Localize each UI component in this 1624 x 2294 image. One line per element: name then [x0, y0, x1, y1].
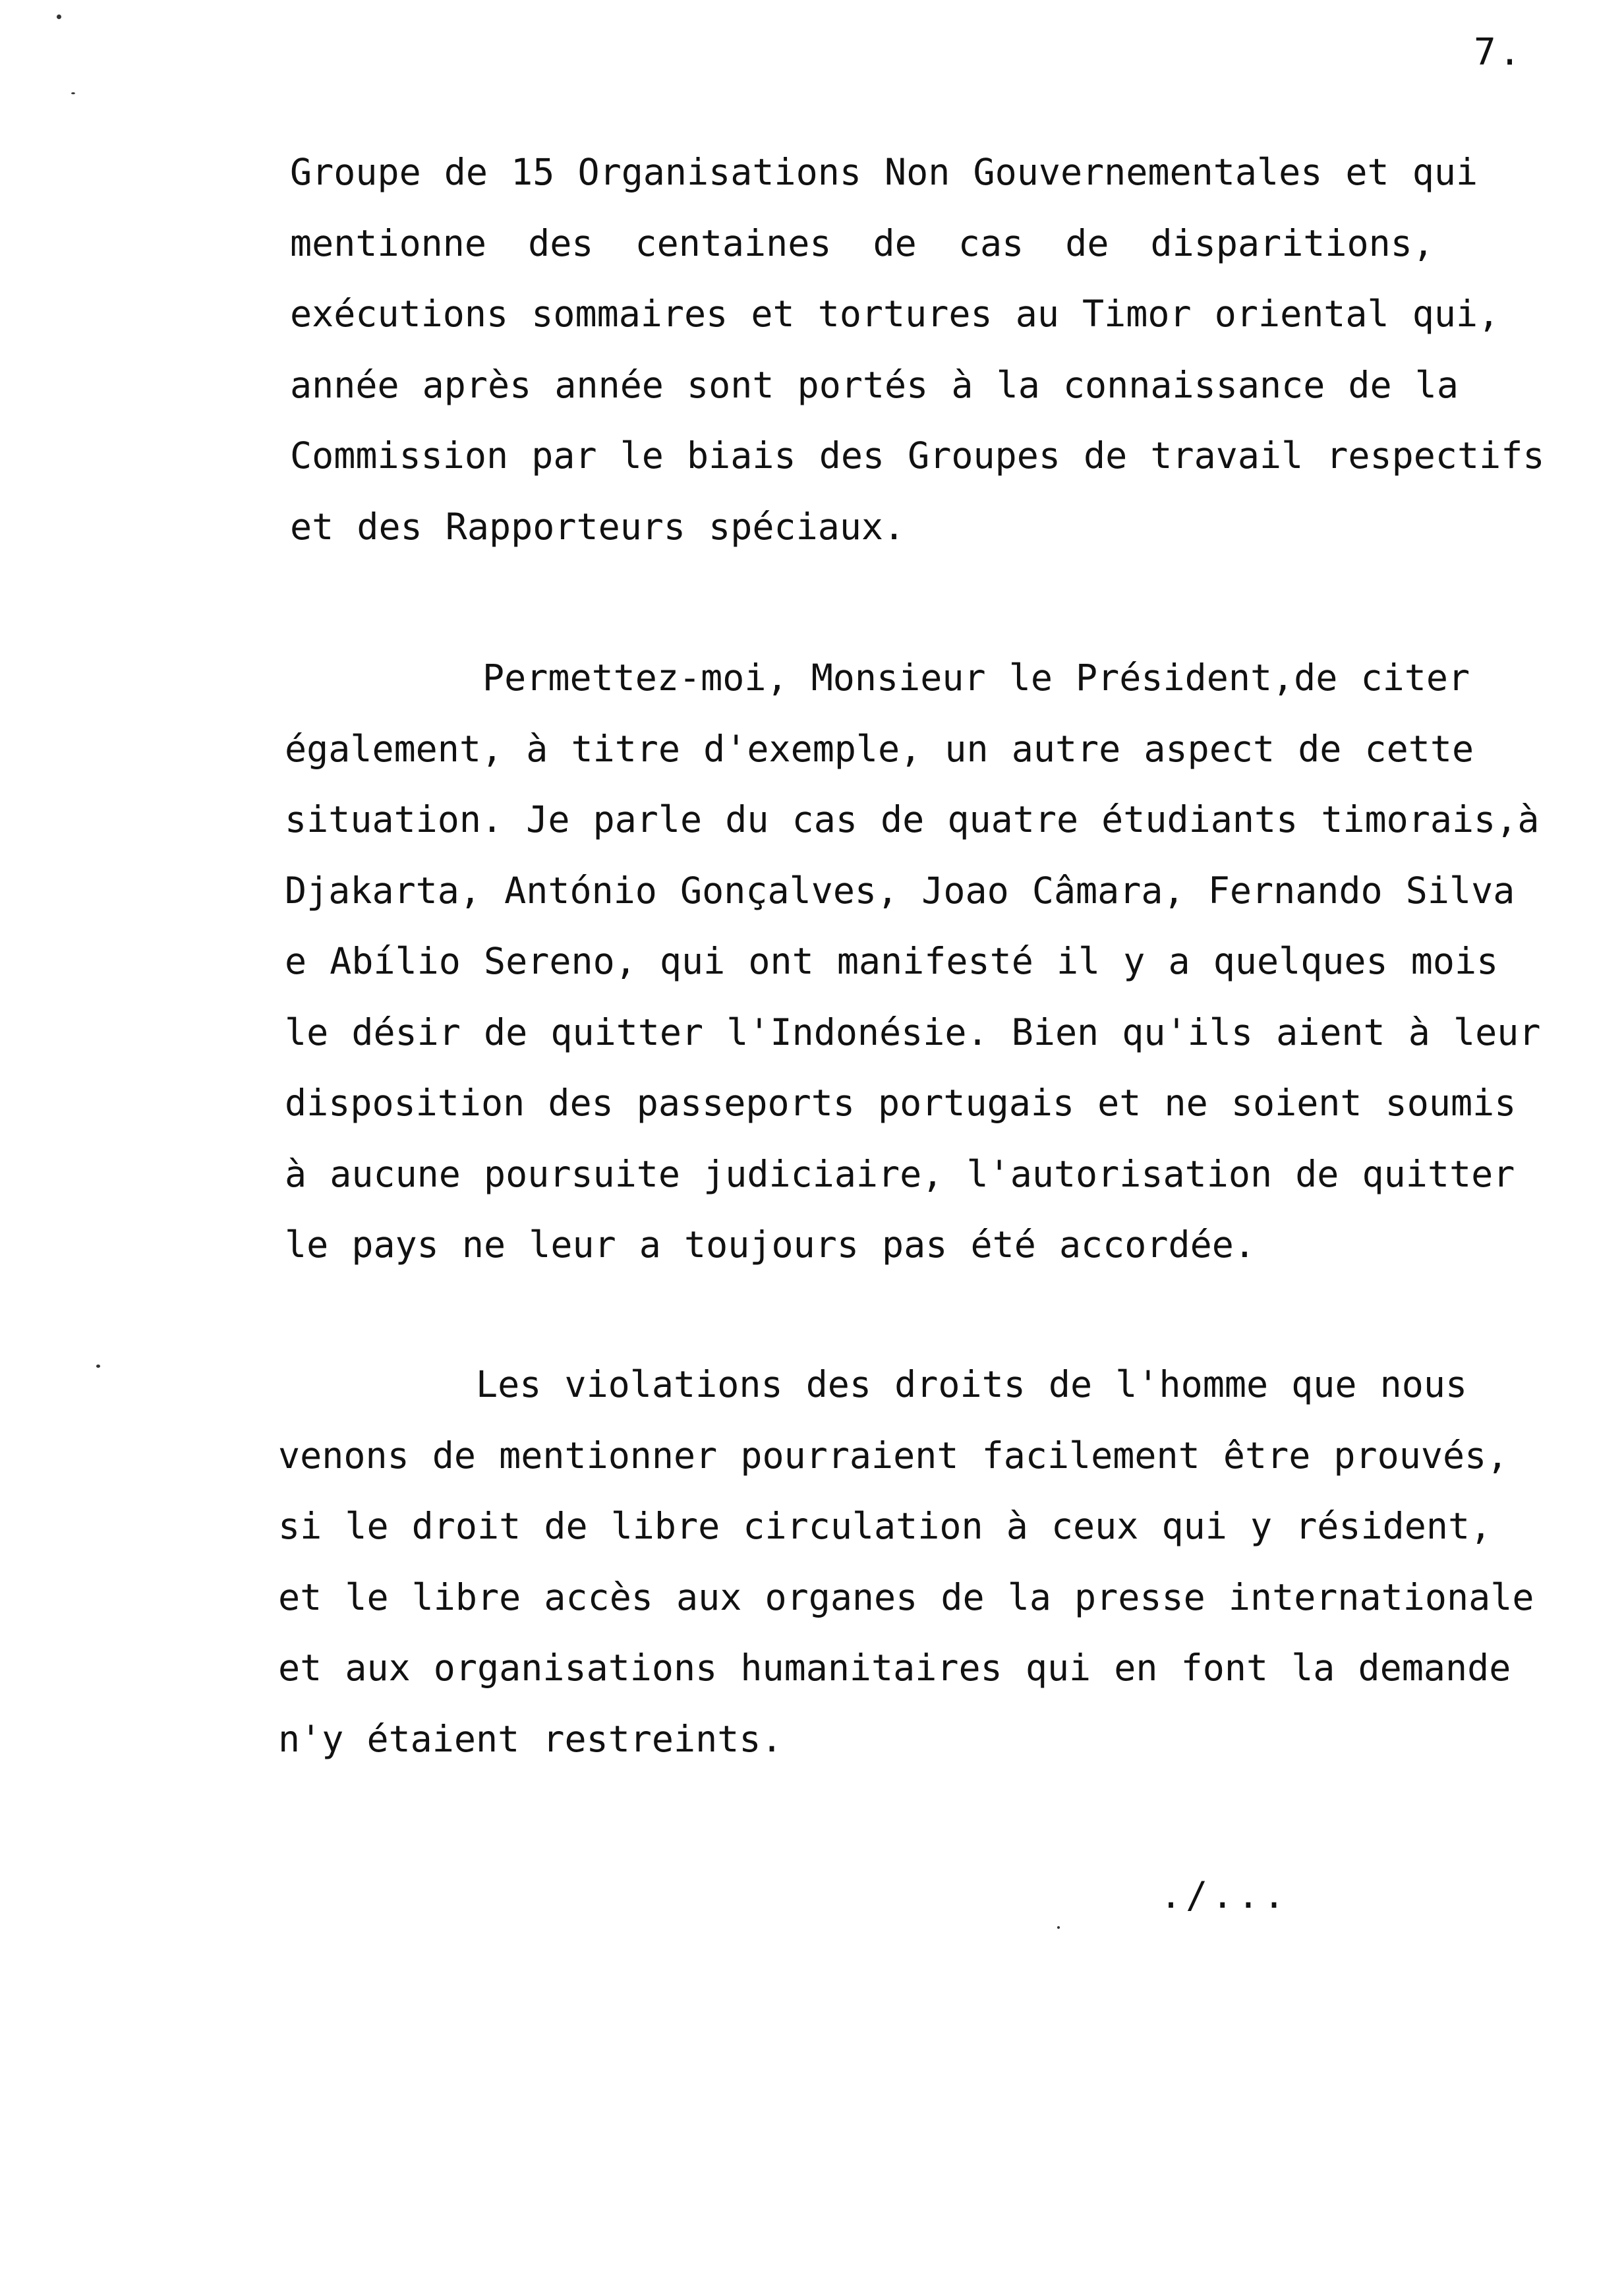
text-line: situation. Je parle du cas de quatre étudiants timorais,à: [285, 798, 1540, 840]
text-line: le pays ne leur a toujours pas été accordée.: [285, 1223, 1256, 1266]
paragraph-2: [285, 643, 1541, 1281]
text-line: Permettez-moi, Monsieur le Président,de citer: [482, 657, 1470, 699]
scan-speck: [71, 92, 75, 94]
text-line: e Abílio Sereno, qui ont manifesté il y a quelques mois: [285, 940, 1499, 982]
text-line: n'y étaient restreints.: [278, 1717, 783, 1760]
text-line: exécutions sommaires et tortures au Timor oriental qui,: [290, 293, 1500, 335]
text-line: également, à titre d'exemple, un autre aspect de cette: [285, 727, 1474, 770]
text-line: Djakarta, António Gonçalves, Joao Câmara, Fernando Silva: [285, 869, 1515, 912]
text-line: à aucune poursuite judiciaire, l'autorisation de quitter: [285, 1152, 1515, 1195]
scan-speck: [1057, 1926, 1060, 1929]
paragraph-1: [290, 137, 1545, 562]
text-line: si le droit de libre circulation à ceux qui y résident,: [278, 1505, 1492, 1547]
continuation-mark: ./...: [1160, 1874, 1289, 1916]
text-line: Groupe de 15 Organisations Non Gouvernementales et qui: [290, 151, 1478, 193]
text-line: venons de mentionner pourraient facilement être prouvés,: [278, 1434, 1509, 1477]
text-line: Commission par le biais des Groupes de travail respectifs: [290, 434, 1545, 477]
text-line: année après année sont portés à la connaissance de la: [290, 363, 1459, 406]
text-line: et aux organisations humanitaires qui en font la demande: [278, 1647, 1511, 1689]
scan-speck: [96, 1365, 100, 1368]
text-line: et le libre accès aux organes de la presse internationale: [278, 1575, 1534, 1618]
page-number: 7.: [1474, 31, 1524, 74]
text-line: le désir de quitter l'Indonésie. Bien qu'ils aient à leur: [285, 1011, 1541, 1053]
scan-speck: [57, 15, 61, 19]
text-line: Les violations des droits de l'homme que nous: [476, 1363, 1468, 1405]
text-line: et des Rapporteurs spéciaux.: [290, 505, 906, 548]
text-line: disposition des passeports portugais et ne soient soumis: [285, 1082, 1517, 1124]
paragraph-3: [278, 1349, 1534, 1775]
text-line: mentionne des centaines de cas de disparitions,: [290, 221, 1434, 264]
